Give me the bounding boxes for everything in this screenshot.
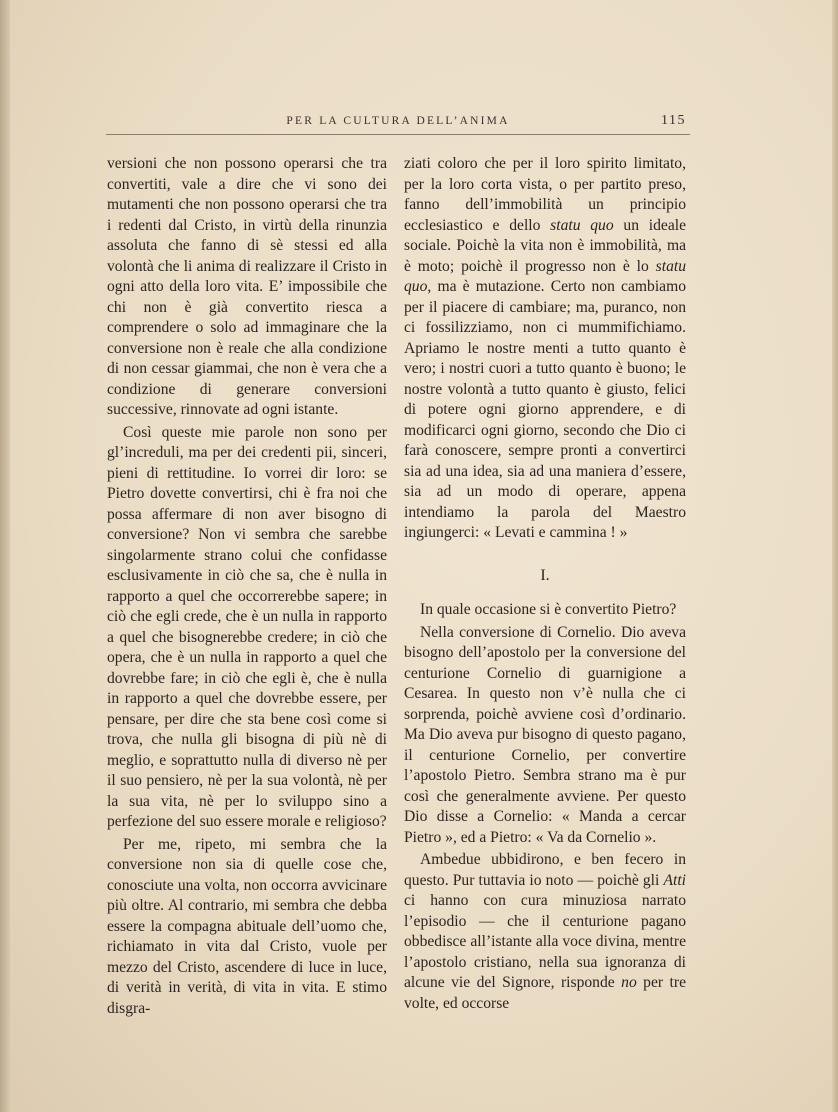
paragraph <box>404 850 686 1014</box>
text-run: ci hanno con cura minuziosa narrato l’episodio — che il centurione pagano obbedisce all’istante alla voce divina, mentre l’apostolo cristiano, nella sua ignoranza di alcune vie del Signore, risponde <box>404 892 686 991</box>
running-title: PER LA CULTURA DELL’ANIMA <box>286 115 510 127</box>
paragraph: versioni che non possono operarsi che tra convertiti, vale a dire che vi sono dei mutamenti che non possono operarsi che tra i redenti dal Cristo, in virtù della rinunzia assoluta che fanno di sè stessi ed alla volontà che li anima di realizzare il Cristo in ogni atto della loro vita. E’ impossibile che chi non è già convertito riesca a comprendere o solo ad immaginare che la conversione non è reale che alla condizione di non cessar giammai, che non è vera che a condizione di generare conversioni successive, rinnovate ad ogni istante. <box>107 155 387 418</box>
paragraph <box>404 154 686 544</box>
section-number: I. <box>540 566 550 584</box>
right-column <box>404 154 686 1014</box>
text-run: un ideale sociale. Poichè la vita non è immobilità, ma è moto; poichè il progresso non è lo <box>404 216 686 275</box>
paragraph: Per me, ripeto, mi sembra che la conversione non sia di quelle cose che, conosciute una volta, non occorra avvicinare più oltre. Al contrario, mi sembra che debba essere la compagna abituale dell’uomo che, richiamato in vita dal Cristo, vuole per mezzo del Cristo, ascendere di luce in luce, di verità in verità, di vita in vita. E stimo disgra- <box>107 835 387 1017</box>
paragraph: Così queste mie parole non sono per gl’increduli, ma per dei credenti pii, sinceri, pieni di rettitudine. Io vorrei dir loro: se Pietro dovette convertirsi, chi è fra noi che possa affermare di non aver bisogno di conversione? Non vi sembra che sarebbe singolarmente strano colui che confidasse esclusivamente in ciò che sa, che è nulla in rapporto a quel che occorrerebbe sapere; in ciò che egli crede, che è un nulla in rapporto a quel che bisognerebbe credere; in ciò che opera, che è un nulla in rapporto a quel che dovrebbe fare; in ciò che egli è, che è nulla in rapporto a quel che dovrebbe essere, per pensare, per dire che sta bene così come si trova, che nulla gli bisogna di più nè di meglio, e soprattutto nulla di diverso nè per il suo pensiero, nè per la sua volontà, nè per la sua vita, nè per lo sviluppo sino a perfezione del suo essere morale e religioso? <box>107 423 387 830</box>
italic-text: statu quo <box>550 216 614 234</box>
paragraph: Nella conversione di Cornelio. Dio aveva bisogno dell’apostolo per la conversione del centurione Cornelio di guarnigione a Cesarea. In questo non v’è nulla che ci sorprenda, poichè avviene così d’ordinario. Ma Dio aveva pur bisogno di questo pagano, il centurione Cornelio, per convertire l’apostolo Pietro. Sembra strano ma è pur così che generalmente avviene. Per questo Dio disse a Cornelio: « Manda a cercar Pietro », ed a Pietro: « Va da Cornelio ». <box>404 623 686 846</box>
text-run: Ambedue ubbidirono, e ben fecero in questo. Pur tuttavia io noto — poichè gli <box>404 851 686 889</box>
left-column <box>107 154 387 1019</box>
paragraph: In quale occasione si è convertito Pietro? <box>420 601 677 618</box>
text-run: ziati coloro che per il loro spirito limitato, per la loro corta vista, o per partito preso, fanno dell’immobilità un principio ecclesiastico e dello <box>404 155 686 234</box>
page-edge-right <box>832 0 838 1112</box>
italic-text: statu quo <box>404 257 686 295</box>
page-edge-left <box>0 0 10 1112</box>
italic-text: no <box>621 974 637 991</box>
text-run: , ma è mutazione. Certo non cambiamo per il piacere di cambiare; ma, puranco, non ci fossilizziamo, non ci mummifichiamo. Apriamo le nostre menti a tutto quanto è vero; i nostri cuori a tutto quanto è buono; le nostre volontà a tutto quanto è giusto, felici di potere ogni giorno apprendere, e di modificarci ogni giorno, secondo che Dio ci farà conoscere, sempre pronti a convertirci sia ad una idea, sia ad una maniera d’essere, sia ad un modo di operare, appena intendiamo la parola del Maestro ingiungerci: « Levati e cammina ! » <box>404 278 686 541</box>
page-header <box>106 113 690 135</box>
page-number: 115 <box>661 113 686 128</box>
italic-text: Atti <box>663 871 686 889</box>
text-run: per tre volte, ed occorse <box>404 974 686 1012</box>
header-rule <box>106 134 690 135</box>
